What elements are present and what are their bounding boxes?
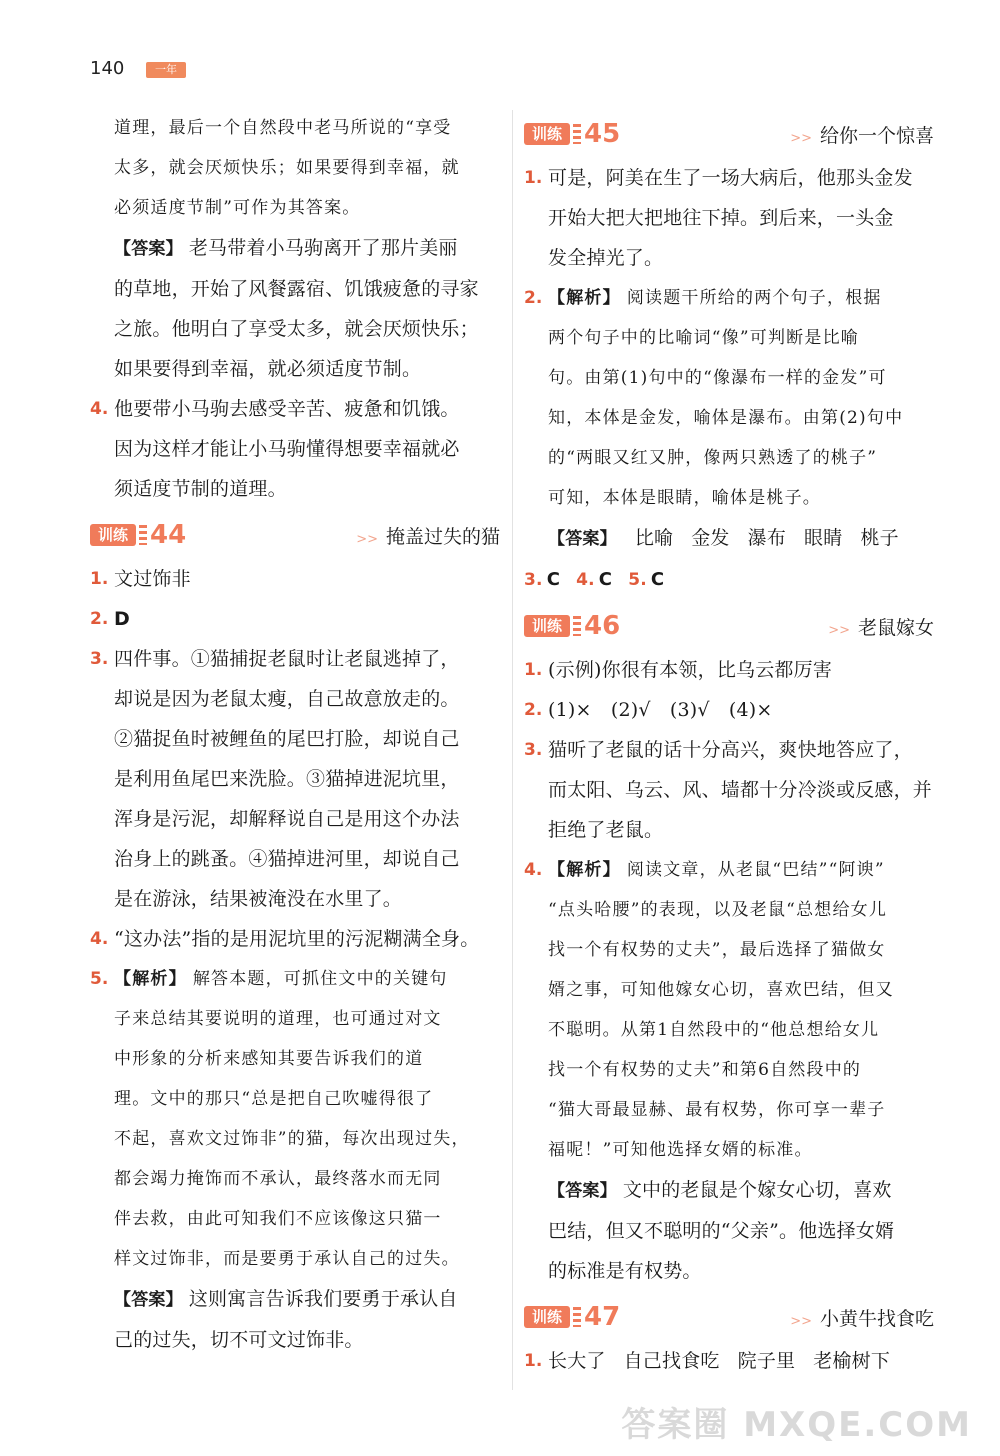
question-5 [90,959,500,1279]
question-4 [524,850,934,1170]
badge-dots-icon [573,124,581,144]
question-number: 1. [524,660,543,680]
question-1 [90,559,500,599]
text-line: 的草地，开始了风餐露宿、饥饿疲惫的寻家 [114,278,479,300]
double-arrow-icon: >> [356,531,378,547]
answer-tag: 【答案】 [548,529,617,549]
question-4 [90,389,500,509]
text-line: 子来总结其要说明的道理，也可通过对文 [114,1009,442,1029]
text-line: 老马带着小马驹离开了那片美丽 [188,237,458,259]
analysis-tag: 【解析】 [548,288,621,308]
text-line: 中形象的分析来感知其要告诉我们的道 [114,1049,424,1069]
answer-item: 比喻 [634,527,674,549]
text-line: 阅读题干所给的两个句子，根据 [626,288,882,308]
analysis-tag: 【解析】 [114,969,187,989]
double-arrow-icon: >> [790,1313,812,1329]
text-line: 理。文中的那只“总是把自己吹嘘得很了 [114,1089,434,1109]
badge-label: 训练 [524,615,570,637]
question-number: 5. [90,969,109,989]
text-line: 知，本体是金发，喻体是瀑布。由第(2)句中 [548,408,904,428]
answer-item: 金发 [691,527,730,549]
text-line: 句。由第(1)句中的“像瀑布一样的金发”可 [548,368,887,388]
text-line: 己的过失，切不可文过饰非。 [114,1329,364,1351]
choice-answer: C [650,569,665,590]
text-line: 解答本题，可抓住文中的关键句 [192,969,448,989]
question-number: 1. [90,569,109,589]
question-number: 3. [90,649,109,669]
grade-tag: 一年 [146,62,186,78]
answer-item: 老榆树下 [813,1350,891,1372]
answer-item: 院子里 [737,1350,796,1372]
text-line: 他要带小马驹去感受辛苦、疲惫和饥饿。 [114,398,460,420]
question-number: 4. [90,929,109,949]
badge-number: 44 [150,520,187,550]
question-number: 4. [524,860,543,880]
question-1 [524,650,934,690]
answer-item: 自己找食吃 [623,1350,720,1372]
badge-dots-icon [573,616,581,636]
section-title: 小黄牛找食吃 [819,1307,934,1330]
text-line: 之旅。他明白了享受太多，就会厌烦快乐； [114,318,479,340]
text-line: 不起，喜欢文过饰非”的猫，每次出现过失， [114,1129,470,1149]
section-title: 给你一个惊喜 [819,124,934,147]
question-number: 3. [524,570,543,590]
text-line: ②猫捉鱼时被鲤鱼的尾巴打脸，却说自己 [114,728,460,750]
analysis-tag: 【解析】 [548,860,621,880]
right-column [524,108,934,1381]
left-column [90,108,500,1360]
text-line: 文中的老鼠是个嫁女心切，喜欢 [622,1179,892,1201]
badge-dots-icon [573,1307,581,1327]
question-number: 2. [524,700,543,720]
text-line: 而太阳、乌云、风、墙都十分冷淡或反感，并 [548,779,933,801]
badge-number: 47 [584,1302,621,1332]
text-line: 因为这样才能让小马驹懂得想要幸福就必 [114,438,460,460]
text-line: 可是，阿美在生了一场大病后，他那头金发 [548,167,913,189]
text-line: 都会竭力掩饰而不承认，最终落水而无同 [114,1169,442,1189]
section-title: 老鼠嫁女 [857,616,934,639]
intro-paragraph [90,108,500,228]
answer-tag: 【答案】 [548,1181,617,1201]
text-line: (1)× (2)√ (3)√ (4)× [548,699,773,721]
text-line: “这办法”指的是用泥坑里的污泥糊满全身。 [114,928,480,950]
answer-block [524,1170,934,1291]
text-line: D [114,608,130,630]
text-line: 找一个有权势的丈夫”，最后选择了猫做女 [548,940,886,960]
badge-label: 训练 [524,1306,570,1328]
question-3 [524,730,934,850]
question-1 [524,1341,934,1381]
answer-item: 长大了 [548,1350,606,1372]
section-header-44 [90,513,500,557]
answer-block [524,518,934,559]
text-line: 浑身是污泥，却解释说自己是用这个办法 [114,808,460,830]
answer-tag: 【答案】 [114,1290,183,1310]
text-line: 开始大把大把地往下掉。到后来，一头金 [548,207,894,229]
text-line: 可知，本体是眼睛，喻体是桃子。 [548,488,821,508]
text-line: 四件事。①猫捕捉老鼠时让老鼠逃掉了， [114,648,460,670]
text-line: (示例)你很有本领，比乌云都厉害 [548,659,833,681]
training-badge [524,611,620,641]
text-line: “点头哈腰”的表现，以及老鼠“总想给女儿 [548,900,888,920]
training-badge [524,1302,620,1332]
answer-item: 眼睛 [804,527,843,549]
text-line: 治身上的跳蚤。④猫掉进河里，却说自己 [114,848,460,870]
question-3 [90,639,500,919]
question-number: 2. [524,288,543,308]
badge-label: 训练 [90,524,136,546]
text-line: 文过饰非 [114,568,191,590]
text-line: 猫听了老鼠的话十分高兴，爽快地答应了， [548,739,913,761]
answer-block [90,228,500,389]
text-line: “猫大哥最显赫、最有权势，你可享一辈子 [548,1100,886,1120]
text-line: 拒绝了老鼠。 [548,819,664,841]
text-line: 道理，最后一个自然段中老马所说的“享受 [114,118,452,138]
watermark: 答案圈 MXQE.COM [621,1405,972,1445]
text-line: 却说是因为老鼠太瘦，自己故意放走的。 [114,688,460,710]
question-4 [90,919,500,959]
badge-label: 训练 [524,123,570,145]
text-line: 是在游泳，结果被淹没在水里了。 [114,888,403,910]
question-number: 1. [524,168,543,188]
question-2 [90,599,500,639]
text-line: 两个句子中的比喻词“像”可判断是比喻 [548,328,859,348]
text-line: 须适度节制的道理。 [114,478,287,500]
text-line: 是利用鱼尾巴来洗脸。③猫掉进泥坑里， [114,768,460,790]
double-arrow-icon: >> [828,622,850,638]
text-line: 这则寓言告诉我们要勇于承认自 [188,1288,458,1310]
page-number: 140 [90,58,125,79]
question-number: 4. [576,570,595,590]
text-line: 如果要得到幸福，就必须适度节制。 [114,358,422,380]
text-line: 太多，就会厌烦快乐；如果要得到幸福，就 [114,158,460,178]
column-divider [512,110,513,1390]
text-line: 婿之事，可知他嫁女心切，喜欢巴结，但又 [548,980,894,1000]
text-line: 的标准是有权势。 [548,1260,702,1282]
question-number: 4. [90,399,109,419]
text-line: 的“两眼又红又肿，像两只熟透了的桃子” [548,448,878,468]
question-number: 1. [524,1351,543,1371]
question-number: 3. [524,740,543,760]
answer-item: 桃子 [860,527,899,549]
section-title: 掩盖过失的猫 [385,525,500,548]
text-line: 样文过饰非，而是要勇于承认自己的过失。 [114,1249,460,1269]
question-1 [524,158,934,278]
choice-answer: C [598,569,613,590]
text-line: 阅读文章，从老鼠“巴结”“阿谀” [626,860,885,880]
section-header-45 [524,112,934,156]
question-2 [524,690,934,730]
answer-tag: 【答案】 [114,239,183,259]
badge-number: 46 [584,611,621,641]
question-number: 5. [628,570,647,590]
question-number: 2. [90,609,109,629]
multiple-choice-answers [524,559,934,600]
text-line: 发全掉光了。 [548,247,664,269]
answer-block [90,1279,500,1360]
text-line: 伴去救，由此可知我们不应该像这只猫一 [114,1209,442,1229]
text-line: 福呢！”可知他选择女婿的标准。 [548,1140,813,1160]
badge-dots-icon [139,525,147,545]
text-line: 找一个有权势的丈夫”和第6自然段中的 [548,1060,862,1080]
text-line: 不聪明。从第1自然段中的“他总想给女儿 [548,1020,880,1040]
text-line: 巴结，但又不聪明的“父亲”。他选择女婿 [548,1220,895,1242]
section-header-46 [524,604,934,648]
text-line: 必须适度节制”可作为其答案。 [114,198,361,218]
training-badge [90,520,186,550]
question-2 [524,278,934,518]
choice-answer: C [546,569,561,590]
answer-item: 瀑布 [747,527,787,549]
section-header-47 [524,1295,934,1339]
double-arrow-icon: >> [790,130,812,146]
badge-number: 45 [584,119,621,149]
training-badge [524,119,620,149]
